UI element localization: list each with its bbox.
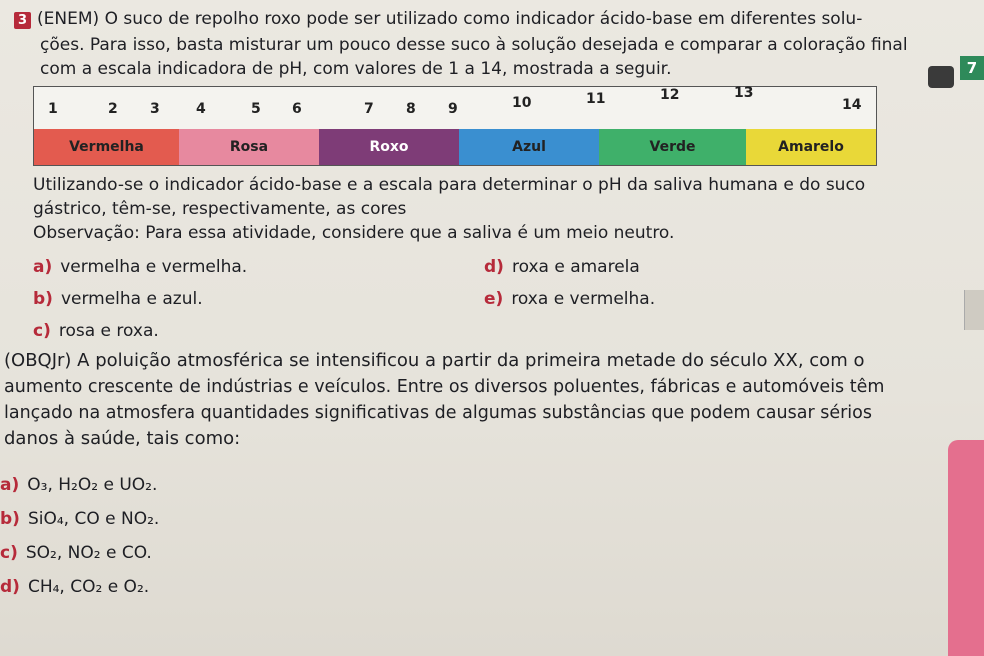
ph-number: 5 — [251, 101, 261, 117]
question-number-badge: 3 — [14, 12, 31, 29]
ph-number: 3 — [150, 101, 160, 117]
q1-option-c: c) rosa e roxa. — [33, 321, 159, 341]
band-roxo: Roxo — [319, 129, 459, 165]
ph-number: 13 — [734, 85, 754, 101]
q1-line-5: gástrico, têm-se, respectivamente, as cores — [33, 199, 407, 219]
band-vermelha: Vermelha — [34, 129, 179, 165]
ph-number: 10 — [512, 95, 532, 111]
margin-tab-number: 7 — [960, 56, 984, 80]
ph-number: 1 — [48, 101, 58, 117]
q1-option-a: a) vermelha e vermelha. — [33, 257, 248, 277]
q1-text-1: (ENEM) O suco de repolho roxo pode ser utilizado como indicador ácido-base em diferentes solu- — [37, 9, 863, 29]
ph-number: 12 — [660, 87, 680, 103]
q2-line-3: lançado na atmosfera quantidades significativas de algumas substâncias que podem causar sérios — [4, 403, 872, 423]
q1-option-d: d) roxa e amarela — [484, 257, 640, 277]
ph-number: 4 — [196, 101, 206, 117]
ph-number: 6 — [292, 101, 302, 117]
q2-line-4: danos à saúde, tais como: — [4, 428, 241, 449]
ph-number: 9 — [448, 101, 458, 117]
q1-option-b: b) vermelha e azul. — [33, 289, 203, 309]
ph-number: 11 — [586, 91, 606, 107]
ph-scale-numbers — [34, 87, 876, 129]
q2-line-2: aumento crescente de indústrias e veículos. Entre os diversos poluentes, fábricas e automóveis têm — [4, 377, 885, 397]
ph-number: 14 — [842, 97, 862, 113]
band-rosa: Rosa — [179, 129, 319, 165]
q1-line-4: Utilizando-se o indicador ácido-base e a escala para determinar o pH da saliva humana e do suco — [33, 175, 866, 195]
ph-number: 2 — [108, 101, 118, 117]
q2-line-1: (OBQJr) A poluição atmosférica se intensificou a partir da primeira metade do século XX, com o — [4, 350, 865, 371]
q1-line-2: ções. Para isso, basta misturar um pouco desse suco à solução desejada e comparar a coloração final — [40, 35, 908, 55]
q1-line-1 — [14, 8, 862, 30]
q2-option-d: d) CH₄, CO₂ e O₂. — [0, 577, 150, 597]
band-amarelo: Amarelo — [746, 129, 876, 165]
margin-tab — [964, 290, 984, 330]
q1-line-3: com a escala indicadora de pH, com valores de 1 a 14, mostrada a seguir. — [40, 59, 672, 79]
q1-note: Observação: Para essa atividade, considere que a saliva é um meio neutro. — [33, 223, 675, 243]
q2-option-b: b) SiO₄, CO e NO₂. — [0, 509, 160, 529]
band-azul: Azul — [459, 129, 599, 165]
q2-option-a: a) O₃, H₂O₂ e UO₂. — [0, 475, 158, 495]
band-verde: Verde — [599, 129, 746, 165]
ph-number: 7 — [364, 101, 374, 117]
ph-scale — [33, 86, 877, 166]
ph-color-bands — [34, 129, 876, 165]
margin-icon — [928, 66, 954, 88]
q2-option-c: c) SO₂, NO₂ e CO. — [0, 543, 152, 563]
pink-margin-strip — [948, 440, 984, 656]
q1-option-e: e) roxa e vermelha. — [484, 289, 656, 309]
ph-number: 8 — [406, 101, 416, 117]
